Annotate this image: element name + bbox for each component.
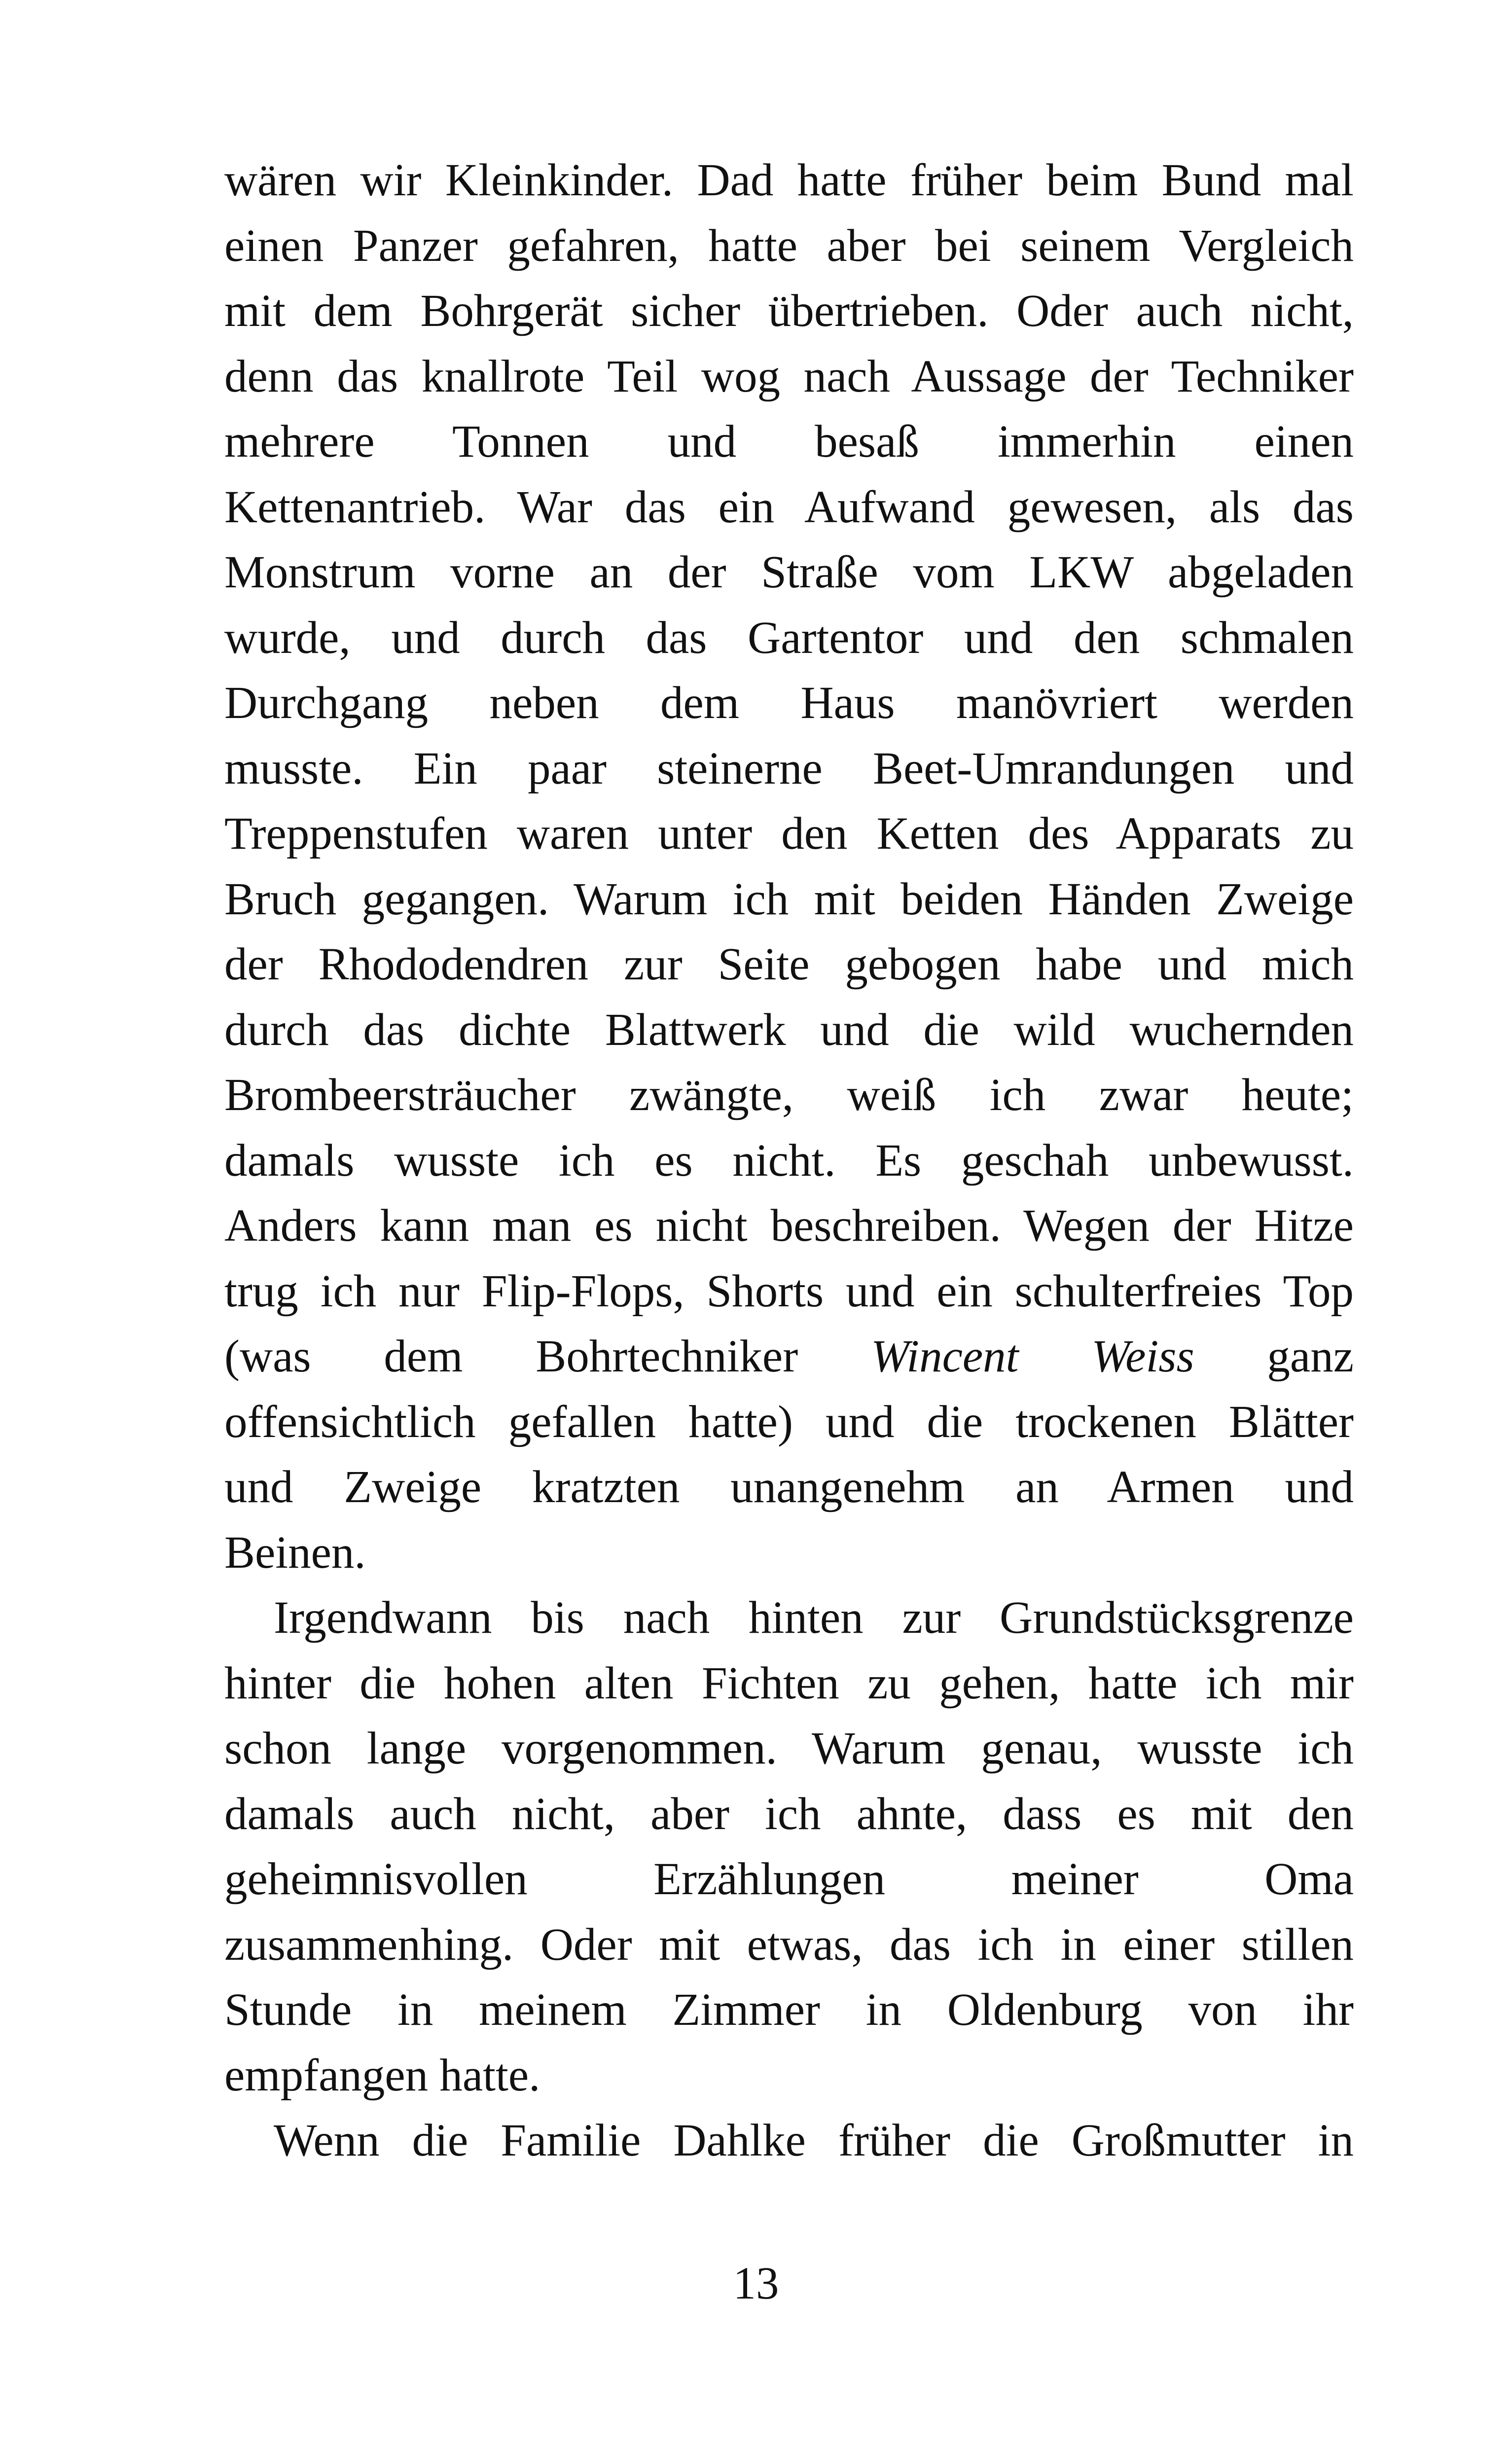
text-line: offensichtlich gefallen hatte) und die trockenen Blätter bbox=[224, 1396, 1354, 1447]
text-line: Stunde in meinem Zimmer in Oldenburg von ihr bbox=[224, 1984, 1354, 2035]
text-line: wären wir Kleinkinder. Dad hatte früher beim Bund mal bbox=[224, 155, 1354, 206]
text-line: musste. Ein paar steinerne Beet-Umrandungen und bbox=[224, 743, 1354, 794]
text-line: durch das dichte Blattwerk und die wild wuchernden bbox=[224, 1004, 1354, 1055]
text-line: zusammenhing. Oder mit etwas, das ich in einer stillen bbox=[224, 1919, 1354, 1970]
paragraph-end-line: Beinen. bbox=[224, 1527, 366, 1578]
body-text bbox=[224, 148, 1354, 2174]
paragraph-end-line: empfangen hatte. bbox=[224, 2049, 540, 2101]
text-line: wurde, und durch das Gartentor und den schmalen bbox=[224, 612, 1354, 663]
text-line: schon lange vorgenommen. Warum genau, wusste ich bbox=[224, 1723, 1354, 1774]
text-line: Bruch gegangen. Warum ich mit beiden Händen Zweige bbox=[224, 873, 1354, 925]
paragraph-start-line: Irgendwann bis nach hinten zur Grundstücksgrenze bbox=[274, 1592, 1354, 1643]
text-line: geheimnisvollen Erzählungen meiner Oma bbox=[224, 1854, 1354, 1905]
paragraph-start-line: Wenn die Familie Dahlke früher die Großmutter in bbox=[274, 2115, 1354, 2166]
text-line: denn das knallrote Teil wog nach Aussage der Techniker bbox=[224, 351, 1354, 402]
text-line: Durchgang neben dem Haus manövriert werden bbox=[224, 678, 1354, 728]
text-line: trug ich nur Flip-Flops, Shorts und ein schulterfreies Top bbox=[224, 1265, 1354, 1317]
text-line: damals wusste ich es nicht. Es geschah unbewusst. bbox=[224, 1135, 1354, 1186]
text-line: mit dem Bohrgerät sicher übertrieben. Oder auch nicht, bbox=[224, 286, 1354, 336]
text-line-with-emphasis bbox=[224, 1324, 1354, 1390]
text-segment: (was dem Bohrtechniker bbox=[224, 1331, 871, 1382]
text-line: Monstrum vorne an der Straße vom LKW abgeladen bbox=[224, 547, 1354, 598]
text-line: mehrere Tonnen und besaß immerhin einen bbox=[224, 416, 1354, 467]
text-line: Kettenantrieb. War das ein Aufwand gewesen, als das bbox=[224, 481, 1354, 533]
italic-name: Wincent Weiss bbox=[870, 1331, 1194, 1382]
text-line: der Rhododendren zur Seite gebogen habe und mich bbox=[224, 939, 1354, 990]
text-line: damals auch nicht, aber ich ahnte, dass es mit den bbox=[224, 1788, 1354, 1839]
text-line: einen Panzer gefahren, hatte aber bei seinem Vergleich bbox=[224, 220, 1354, 271]
text-line: Treppenstufen waren unter den Ketten des Apparats zu bbox=[224, 808, 1354, 859]
page-number: 13 bbox=[733, 2258, 779, 2309]
text-line: Anders kann man es nicht beschreiben. Wegen der Hitze bbox=[224, 1200, 1354, 1251]
text-segment: ganz bbox=[1194, 1331, 1354, 1382]
text-line: und Zweige kratzten unangenehm an Armen und bbox=[224, 1462, 1354, 1512]
text-line: Brombeersträucher zwängte, weiß ich zwar heute; bbox=[224, 1070, 1354, 1120]
text-line: hinter die hohen alten Fichten zu gehen, hatte ich mir bbox=[224, 1657, 1354, 1709]
